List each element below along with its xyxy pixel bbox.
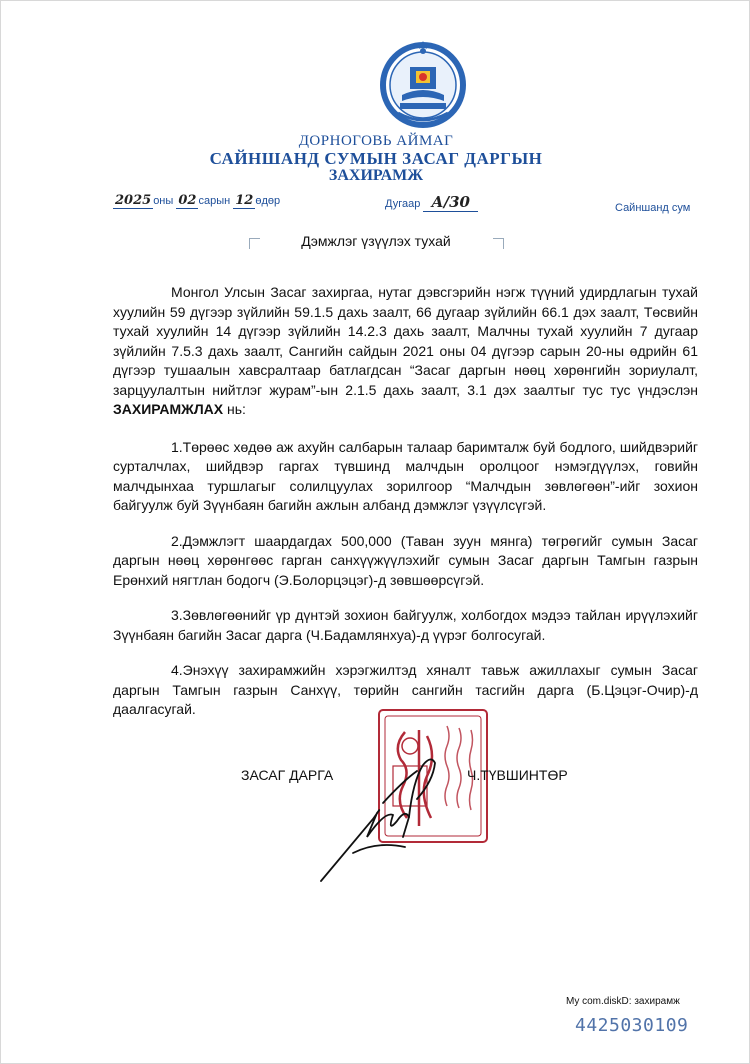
item-4: 4.Энэхүү захирамжийн хэрэгжилтэд хяналт тавьж ажиллахыг сумын Засаг даргын Тамгын газрын Санхүү, төрийн сангийн тасгийн дарга (Б.Цэцэг-Очир)-д даалгасугай. [113,662,698,717]
date-day-suffix: өдөр [255,195,281,207]
signatory-title: ЗАСАГ ДАРГА [241,767,334,783]
number-label: Дугаар [385,198,421,210]
preamble-keyword: ЗАХИРАМЖЛАХ [113,401,224,417]
date-year-suffix: оны [153,195,174,207]
date-day: 12 [235,193,254,208]
date-month: 02 [178,193,197,208]
preamble-end: нь: [223,401,246,417]
handwritten-signature [313,741,463,886]
date-year: 2025 [115,193,152,208]
registration-number: 4425030109 [575,1015,689,1036]
authority-name: САЙНШАНД СУМЫН ЗАСАГ ДАРГЫН [209,149,543,168]
signatory-name: Ч.ТҮВШИНТӨР [467,767,568,783]
item-2: 2.Дэмжлэгт шаардагдах 500,000 (Таван зуун мянга) төгрөгийг сумын Засаг даргын нөөц хөрөнгөөс гарган санхүүжүүлэхийг сумын Засаг даргын Тамгын газрын Ерөнхий нягтлан бодогч (Э.Болорцэцэг)-д зөвшөөрсүгэй. [113,532,698,588]
preamble-text: Монгол Улсын Засаг захиргаа, нутаг дэвсгэрийн нэгж түүний удирдлагын тухай хуулийн 59 дүгээр зүйлийн 59.1.5 дахь заалт, 66 дугаар зүйлийн 66.1 дэх заалт, Төсвийн тухай хуулийн 14 дүгээр зүйлийн 14.2.3 дахь заалт, Малчны тухай хуулийн 7 дугаар зүйлийн 7.5.3 дахь заалт, Сангийн сайдын 2021 оны 04 дүгээр сарын 20-ны өдрийн 61 дүгээр тушаалын хавсралтаар батлагдсан “Засаг даргын нөөц хөрөнгийн зориулалт, зарцуулалтын нийтлэг журам”-ын 2.1.5 дахь заалт, 3.1 дэх заалтыг тус тус үндэслэн [113,284,698,398]
issue-place: Сайншанд сум [615,202,691,214]
document-type: ЗАХИРАМЖ [328,167,424,184]
state-emblem-icon [378,37,468,133]
item-3: 3.Зөвлөгөөнийг үр дүнтэй зохион байгуулж, холбогдох мэдээ тайлан ирүүлэхийг Зүүнбаян багийн Засаг дарга (Ч.Бадамлянхуа)-д үүрэг болгосугай. [113,607,698,643]
number-line [385,193,478,212]
date-line [113,193,280,209]
preamble-paragraph [113,283,698,420]
item-1: 1.Төрөөс хөдөө аж ахуйн салбарын талаар баримталж буй бодлого, шийдвэрийг сурталчлах, шийдвэр гаргах түвшинд малчдын оролцоог нэмэгдүүлэх, говийн малчдынхаа туршлагыг солилцуулах зорилгоор “Малчдын зөвлөгөөн”-ийг зохион байгуулж буй Зүүнбаян багийн ажлын албанд дэмжлэг үзүүлсүгэй. [113,438,698,513]
document-body [113,283,698,736]
date-month-suffix: сарын [198,195,231,207]
aimag-name: ДОРНОГОВЬ АЙМАГ [298,133,454,149]
file-path-note: My com.diskD: захирамж [566,996,680,1007]
document-number: А/30 [423,193,478,212]
document-subject: Дэмжлэг үзүүлэх тухай [301,233,451,249]
